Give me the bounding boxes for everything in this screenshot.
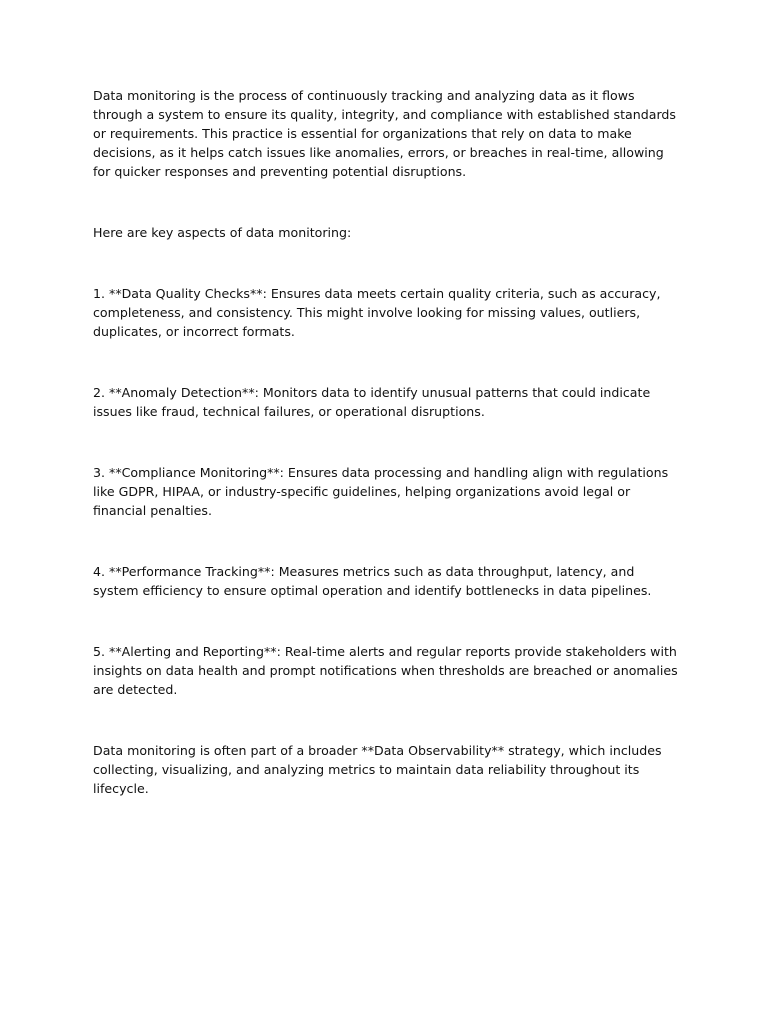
- list-item: 2. **Anomaly Detection**: Monitors data to identify unusual patterns that could indicate issues like fraud, technical failures, or operational disruptions.: [93, 385, 651, 419]
- document-body: [93, 86, 683, 798]
- closing-paragraph: Data monitoring is often part of a broader **Data Observability** strategy, which includes collecting, visualizing, and analyzing metrics to maintain data reliability throughout its lifecycle.: [93, 743, 662, 796]
- intro-paragraph: Data monitoring is the process of continuously tracking and analyzing data as it flows through a system to ensure its quality, integrity, and compliance with established standards or requirements. This practice is essential for organizations that rely on data to make decisions, as it helps catch issues like anomalies, errors, or breaches in real-time, allowing for quicker responses and preventing potential disruptions.: [93, 88, 676, 179]
- list-item: 4. **Performance Tracking**: Measures metrics such as data throughput, latency, and system efficiency to ensure optimal operation and identify bottlenecks in data pipelines.: [93, 564, 652, 598]
- list-item: 3. **Compliance Monitoring**: Ensures data processing and handling align with regulations like GDPR, HIPAA, or industry-specific guidelines, helping organizations avoid legal or financial penalties.: [93, 465, 669, 518]
- lead-paragraph: Here are key aspects of data monitoring:: [93, 225, 352, 240]
- list-item: 1. **Data Quality Checks**: Ensures data meets certain quality criteria, such as accuracy, completeness, and consistency. This might involve looking for missing values, outliers, duplicates, or incorrect formats.: [93, 286, 661, 339]
- list-item: 5. **Alerting and Reporting**: Real-time alerts and regular reports provide stakeholders with insights on data health and prompt notifications when thresholds are breached or anomalies are detected.: [93, 644, 678, 697]
